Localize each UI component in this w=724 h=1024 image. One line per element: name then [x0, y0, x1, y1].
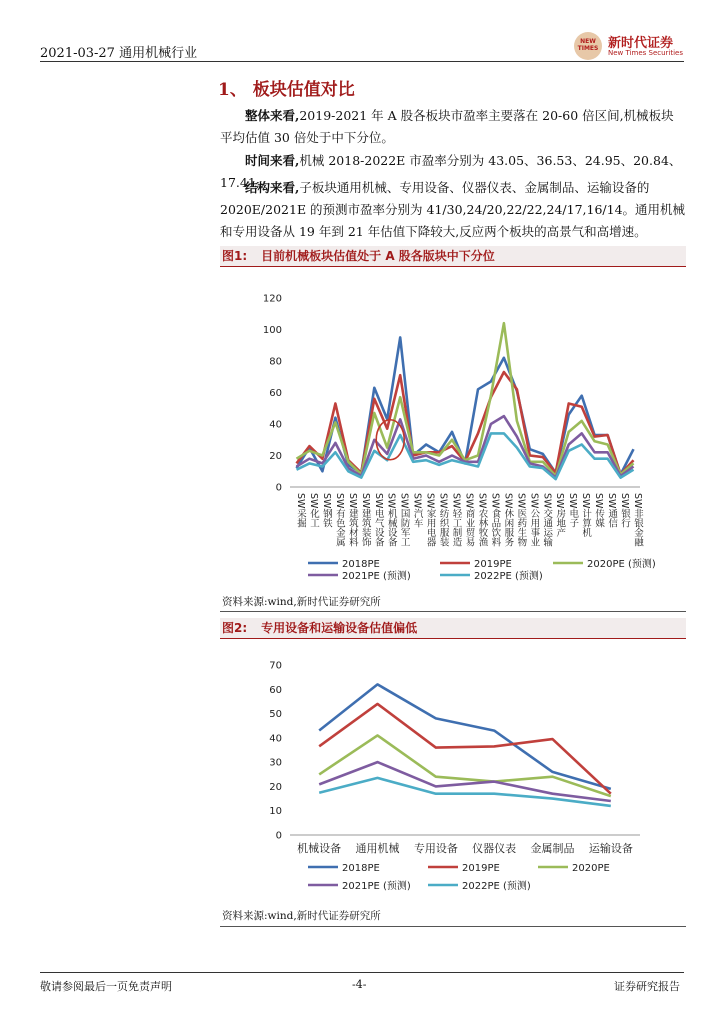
- legend-label: 2018PE: [342, 863, 380, 874]
- legend-label: 2021PE (预测): [342, 571, 411, 582]
- footer-divider: [40, 972, 684, 973]
- x-tick-label: SW电气设备: [372, 493, 384, 547]
- figure2-source: 资料来源:wind,新时代证券研究所: [222, 910, 381, 922]
- x-tick-label: SW建筑材料: [346, 493, 358, 547]
- logo-mark: NEW TIMES: [574, 32, 602, 60]
- para-text: 2019-2021 年 A 股各板块市盈率主要落在 20-60 倍区间,机械板块平均估值 30 倍处于中下分位。: [220, 108, 674, 145]
- legend-label: 2022PE (预测): [474, 571, 543, 582]
- y-tick-label: 30: [269, 757, 282, 769]
- x-tick-label: 金属制品: [530, 842, 575, 855]
- x-tick-label: SW银行: [619, 493, 631, 528]
- x-tick-label: SW化工: [307, 493, 319, 528]
- y-tick-label: 40: [269, 733, 282, 745]
- y-tick-label: 60: [269, 388, 282, 399]
- figure1-caption: [220, 246, 686, 267]
- legend-label: 2022PE (预测): [462, 881, 531, 892]
- chart-sector-pe: [240, 280, 660, 585]
- x-tick-label: SW交通运输: [541, 493, 553, 547]
- x-tick-label: 通用机械: [355, 842, 400, 855]
- x-tick-label: SW国防军工: [398, 493, 410, 547]
- para-lead: 整体来看,: [245, 108, 300, 123]
- legend-label: 2018PE: [342, 559, 380, 570]
- report-date-industry: 2021-03-27 通用机械行业: [40, 46, 198, 61]
- y-tick-label: 20: [269, 451, 282, 462]
- para-lead: 结构来看,: [245, 180, 300, 195]
- x-tick-label: SW非银金融: [632, 493, 644, 547]
- x-tick-label: SW休闲服务: [502, 493, 514, 547]
- x-tick-label: SW房地产: [554, 493, 566, 537]
- section-title: 1、 板块估值对比: [218, 80, 355, 100]
- figure-title: 专用设备和运输设备估值偏低: [261, 621, 418, 635]
- y-tick-label: 0: [275, 482, 282, 494]
- x-tick-label: SW医药生物: [515, 493, 527, 547]
- header-divider: [40, 61, 684, 62]
- x-tick-label: SW通信: [606, 493, 618, 528]
- legend-label: 2020PE: [572, 863, 610, 874]
- y-tick-label: 70: [269, 660, 282, 672]
- figure2-divider: [220, 926, 686, 927]
- x-tick-label: SW钢铁: [320, 493, 332, 528]
- figure-label: 图2:: [222, 621, 248, 635]
- x-tick-label: SW汽车: [411, 493, 423, 528]
- paragraph-structure: [220, 177, 686, 243]
- x-tick-label: SW纺织服装: [437, 493, 449, 547]
- x-tick-label: SW传媒: [593, 493, 605, 528]
- x-tick-label: SW电子: [567, 493, 579, 528]
- logo-en: New Times Securities: [608, 49, 683, 57]
- y-tick-label: 50: [269, 709, 282, 721]
- x-tick-label: SW计算机: [580, 493, 592, 537]
- x-tick-label: SW机械设备: [385, 493, 397, 547]
- figure-label: 图1:: [222, 249, 248, 263]
- y-tick-label: 20: [269, 781, 282, 793]
- logo-cn: 新时代证券: [608, 36, 674, 51]
- y-tick-label: 10: [269, 806, 282, 818]
- x-tick-label: SW商业贸易: [463, 493, 475, 547]
- y-tick-label: 80: [269, 356, 282, 368]
- legend-label: 2021PE (预测): [342, 881, 411, 892]
- paragraph-overall: [220, 105, 686, 149]
- legend-label: 2019PE: [474, 559, 512, 570]
- y-tick-label: 60: [269, 684, 282, 696]
- x-tick-label: SW公用事业: [528, 493, 540, 547]
- x-tick-label: SW建筑装饰: [359, 493, 371, 547]
- page-number: -4-: [352, 978, 367, 991]
- y-tick-label: 40: [269, 419, 282, 431]
- series-line-2020PE: [319, 735, 611, 796]
- chart-subsector-pe: [240, 650, 660, 900]
- y-tick-label: 100: [262, 325, 282, 336]
- x-tick-label: 运输设备: [588, 842, 633, 855]
- x-tick-label: SW家用电器: [424, 493, 436, 547]
- y-tick-label: 120: [262, 293, 282, 305]
- figure1-source: 资料来源:wind,新时代证券研究所: [222, 596, 381, 608]
- x-tick-label: 专用设备: [413, 842, 458, 855]
- figure-title: 目前机械板块估值处于 A 股各版块中下分位: [261, 249, 495, 263]
- disclaimer-note: 敬请参阅最后一页免责声明: [40, 980, 172, 993]
- brand-logo: [574, 32, 686, 60]
- x-tick-label: SW农林牧渔: [476, 493, 488, 547]
- x-tick-label: 机械设备: [297, 842, 342, 855]
- para-text: 机械 2018-2022E 市盈率分别为 43.05、36.53、24.95、20.84、17.41;: [220, 153, 682, 190]
- legend-label: 2019PE: [462, 863, 500, 874]
- para-lead: 时间来看,: [245, 153, 300, 168]
- figure1-divider: [220, 611, 686, 612]
- para-text: 子板块通用机械、专用设备、仪器仪表、金属制品、运输设备的 2020E/2021E 的预测市盈率分别为 41/30,24/20,22/22,24/17,16/14。通用机械和专用设备从 19 年到 21 年估值下降较大,反应两个板块的高景气和高增速。: [220, 180, 686, 239]
- legend-label: 2020PE (预测): [587, 559, 656, 570]
- figure2-caption: [220, 618, 686, 639]
- x-tick-label: SW食品饮料: [489, 493, 501, 547]
- x-tick-label: SW有色金属: [333, 493, 345, 547]
- x-tick-label: 仪器仪表: [472, 842, 517, 855]
- x-tick-label: SW采掘: [294, 493, 306, 528]
- y-tick-label: 0: [275, 830, 282, 842]
- report-type: 证券研究报告: [614, 980, 680, 993]
- x-tick-label: SW轻工制造: [450, 493, 462, 547]
- series-line-2018PE: [319, 684, 611, 789]
